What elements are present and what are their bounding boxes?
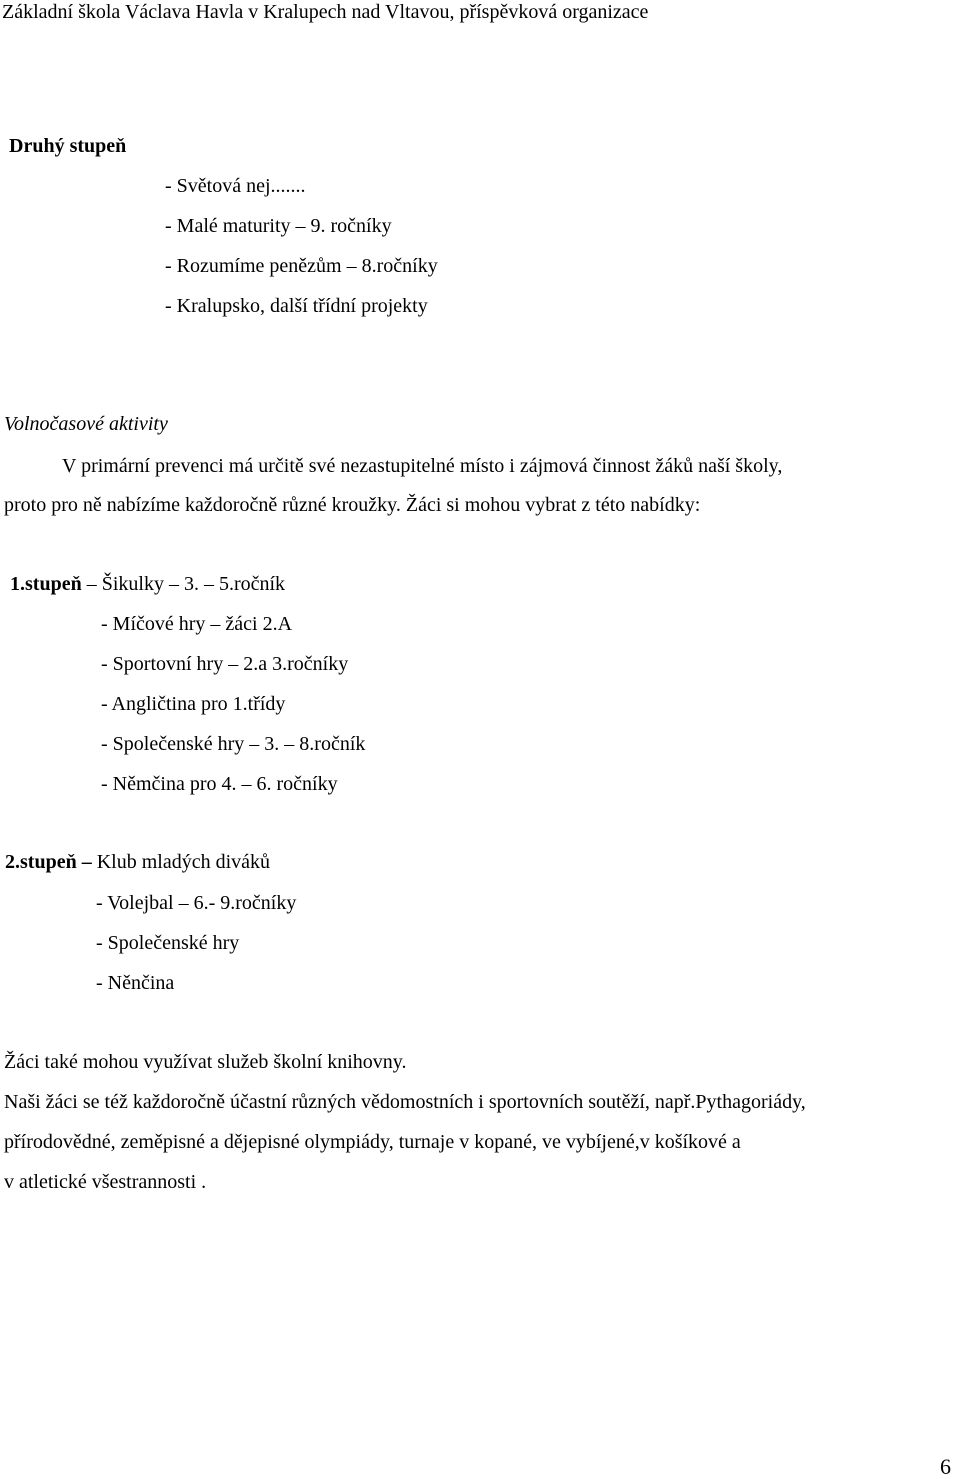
paragraph-line: v atletické všestrannosti . [4,1171,207,1193]
stage2-row [5,850,270,874]
stage2-label: 2.stupeň – [5,851,97,873]
list-item: - Němčina pro 4. – 6. ročníky [101,773,338,795]
list-item: - Něnčina [96,972,175,994]
stage1-row [10,572,285,596]
paragraph-line: přírodovědné, zeměpisné a dějepisné olympiády, turnaje v kopané, ve vybíjené,v košíkové a [4,1131,741,1153]
stage2-first-item: Klub mladých diváků [96,851,271,873]
section-heading-leisure: Volnočasové aktivity [4,413,168,435]
list-item: - Kralupsko, další třídní projekty [165,295,428,317]
list-item: - Sportovní hry – 2.a 3.ročníky [101,653,349,675]
list-item: - Světová nej....... [165,175,306,197]
page-header: Základní škola Václava Havla v Kralupech nad Vltavou, příspěvková organizace [2,1,649,23]
list-item: - Volejbal – 6.- 9.ročníky [96,892,297,914]
paragraph-line: proto pro ně nabízíme každoročně různé kroužky. Žáci si mohou vybrat z této nabídky: [4,494,701,516]
paragraph-line: V primární prevenci má určitě své nezastupitelné místo i zájmová činnost žáků naší školy, [62,455,783,477]
list-item: - Rozumíme penězům – 8.ročníky [165,255,438,277]
section-heading-second-stage: Druhý stupeň [9,135,127,157]
list-item: - Společenské hry – 3. – 8.ročník [101,733,366,755]
list-item: - Angličtina pro 1.třídy [101,693,286,715]
paragraph-line: Naši žáci se též každoročně účastní různých vědomostních i sportovních soutěží, např.Pythagoriády, [4,1091,806,1113]
list-item: - Malé maturity – 9. ročníky [165,215,392,237]
stage1-label: 1.stupeň [10,573,82,595]
list-item: - Společenské hry [96,932,240,954]
page-number: 6 [940,1454,951,1479]
stage1-first-item: – Šikulky – 3. – 5.ročník [81,573,286,595]
list-item: - Míčové hry – žáci 2.A [101,613,293,635]
paragraph-line: Žáci také mohou využívat služeb školní knihovny. [4,1051,407,1073]
